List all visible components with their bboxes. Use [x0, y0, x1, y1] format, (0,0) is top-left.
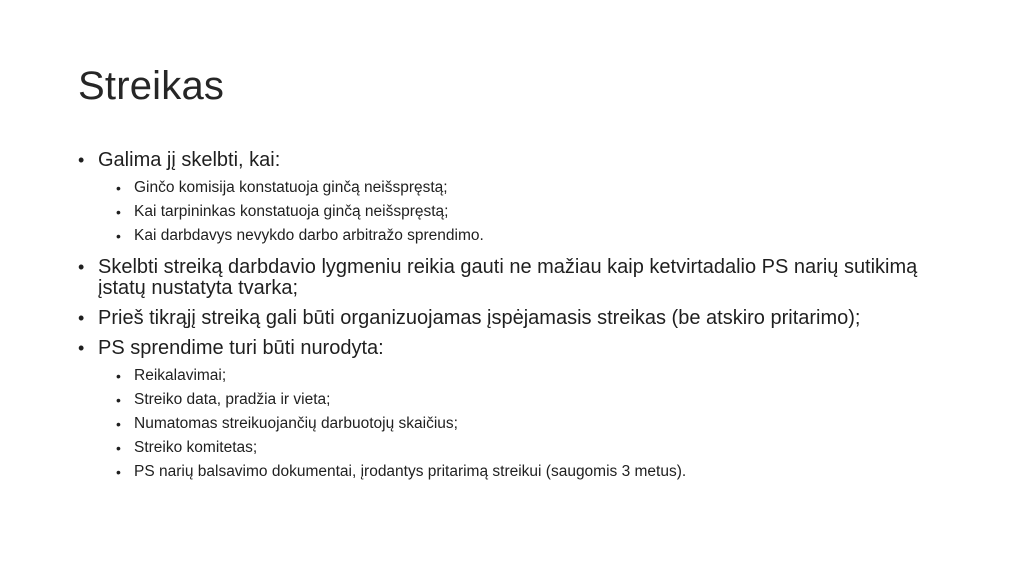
sub-bullet-dot-icon: • [116, 392, 121, 408]
bullet-text: Skelbti streiką darbdavio lygmeniu reikia gauti ne mažiau kaip ketvirtadalio PS narių sutikimą įstatų nustatyta tvarka; [98, 256, 918, 299]
sub-bullet-text: Numatomas streikuojančių darbuotojų skaičius; [134, 415, 458, 432]
sub-bullet-item [116, 460, 938, 484]
sub-bullet-item [116, 388, 938, 412]
sub-bullet-dot-icon: • [116, 204, 121, 220]
sub-bullet-list [116, 176, 938, 248]
sub-bullet-text: Ginčo komisija konstatuoja ginčą neišspręstą; [134, 179, 448, 196]
sub-bullet-dot-icon: • [116, 440, 121, 456]
sub-bullet-dot-icon: • [116, 464, 121, 480]
bullet-dot-icon: • [78, 308, 85, 328]
sub-bullet-text: Streiko data, pradžia ir vieta; [134, 391, 331, 408]
slide-title: Streikas [78, 64, 225, 108]
sub-bullet-item [116, 436, 938, 460]
bullet-item [78, 150, 938, 248]
sub-bullet-item [116, 224, 938, 248]
sub-bullet-list [116, 364, 938, 484]
bullet-text: Galima jį skelbti, kai: [98, 149, 281, 171]
sub-bullet-text: Reikalavimai; [134, 367, 227, 384]
sub-bullet-dot-icon: • [116, 180, 121, 196]
bullet-dot-icon: • [78, 150, 85, 170]
bullet-text: Prieš tikrąjį streiką gali būti organizuojamas įspėjamasis streikas (be atskiro pritarimo); [98, 307, 861, 329]
sub-bullet-text: Kai darbdavys nevykdo darbo arbitražo sprendimo. [134, 227, 484, 244]
bullet-list [78, 150, 938, 490]
bullet-text: PS sprendime turi būti nurodyta: [98, 337, 384, 359]
sub-bullet-dot-icon: • [116, 228, 121, 244]
bullet-dot-icon: • [78, 338, 85, 358]
bullet-item [78, 308, 938, 329]
bullet-item [78, 257, 938, 299]
bullet-dot-icon: • [78, 257, 85, 277]
sub-bullet-item [116, 364, 938, 388]
sub-bullet-text: Kai tarpininkas konstatuoja ginčą neišspręstą; [134, 203, 449, 220]
sub-bullet-text: PS narių balsavimo dokumentai, įrodantys pritarimą streikui (saugomis 3 metus). [134, 463, 687, 480]
bullet-item [78, 338, 938, 484]
sub-bullet-item [116, 200, 938, 224]
sub-bullet-dot-icon: • [116, 416, 121, 432]
sub-bullet-item [116, 176, 938, 200]
sub-bullet-dot-icon: • [116, 368, 121, 384]
sub-bullet-text: Streiko komitetas; [134, 439, 258, 456]
sub-bullet-item [116, 412, 938, 436]
